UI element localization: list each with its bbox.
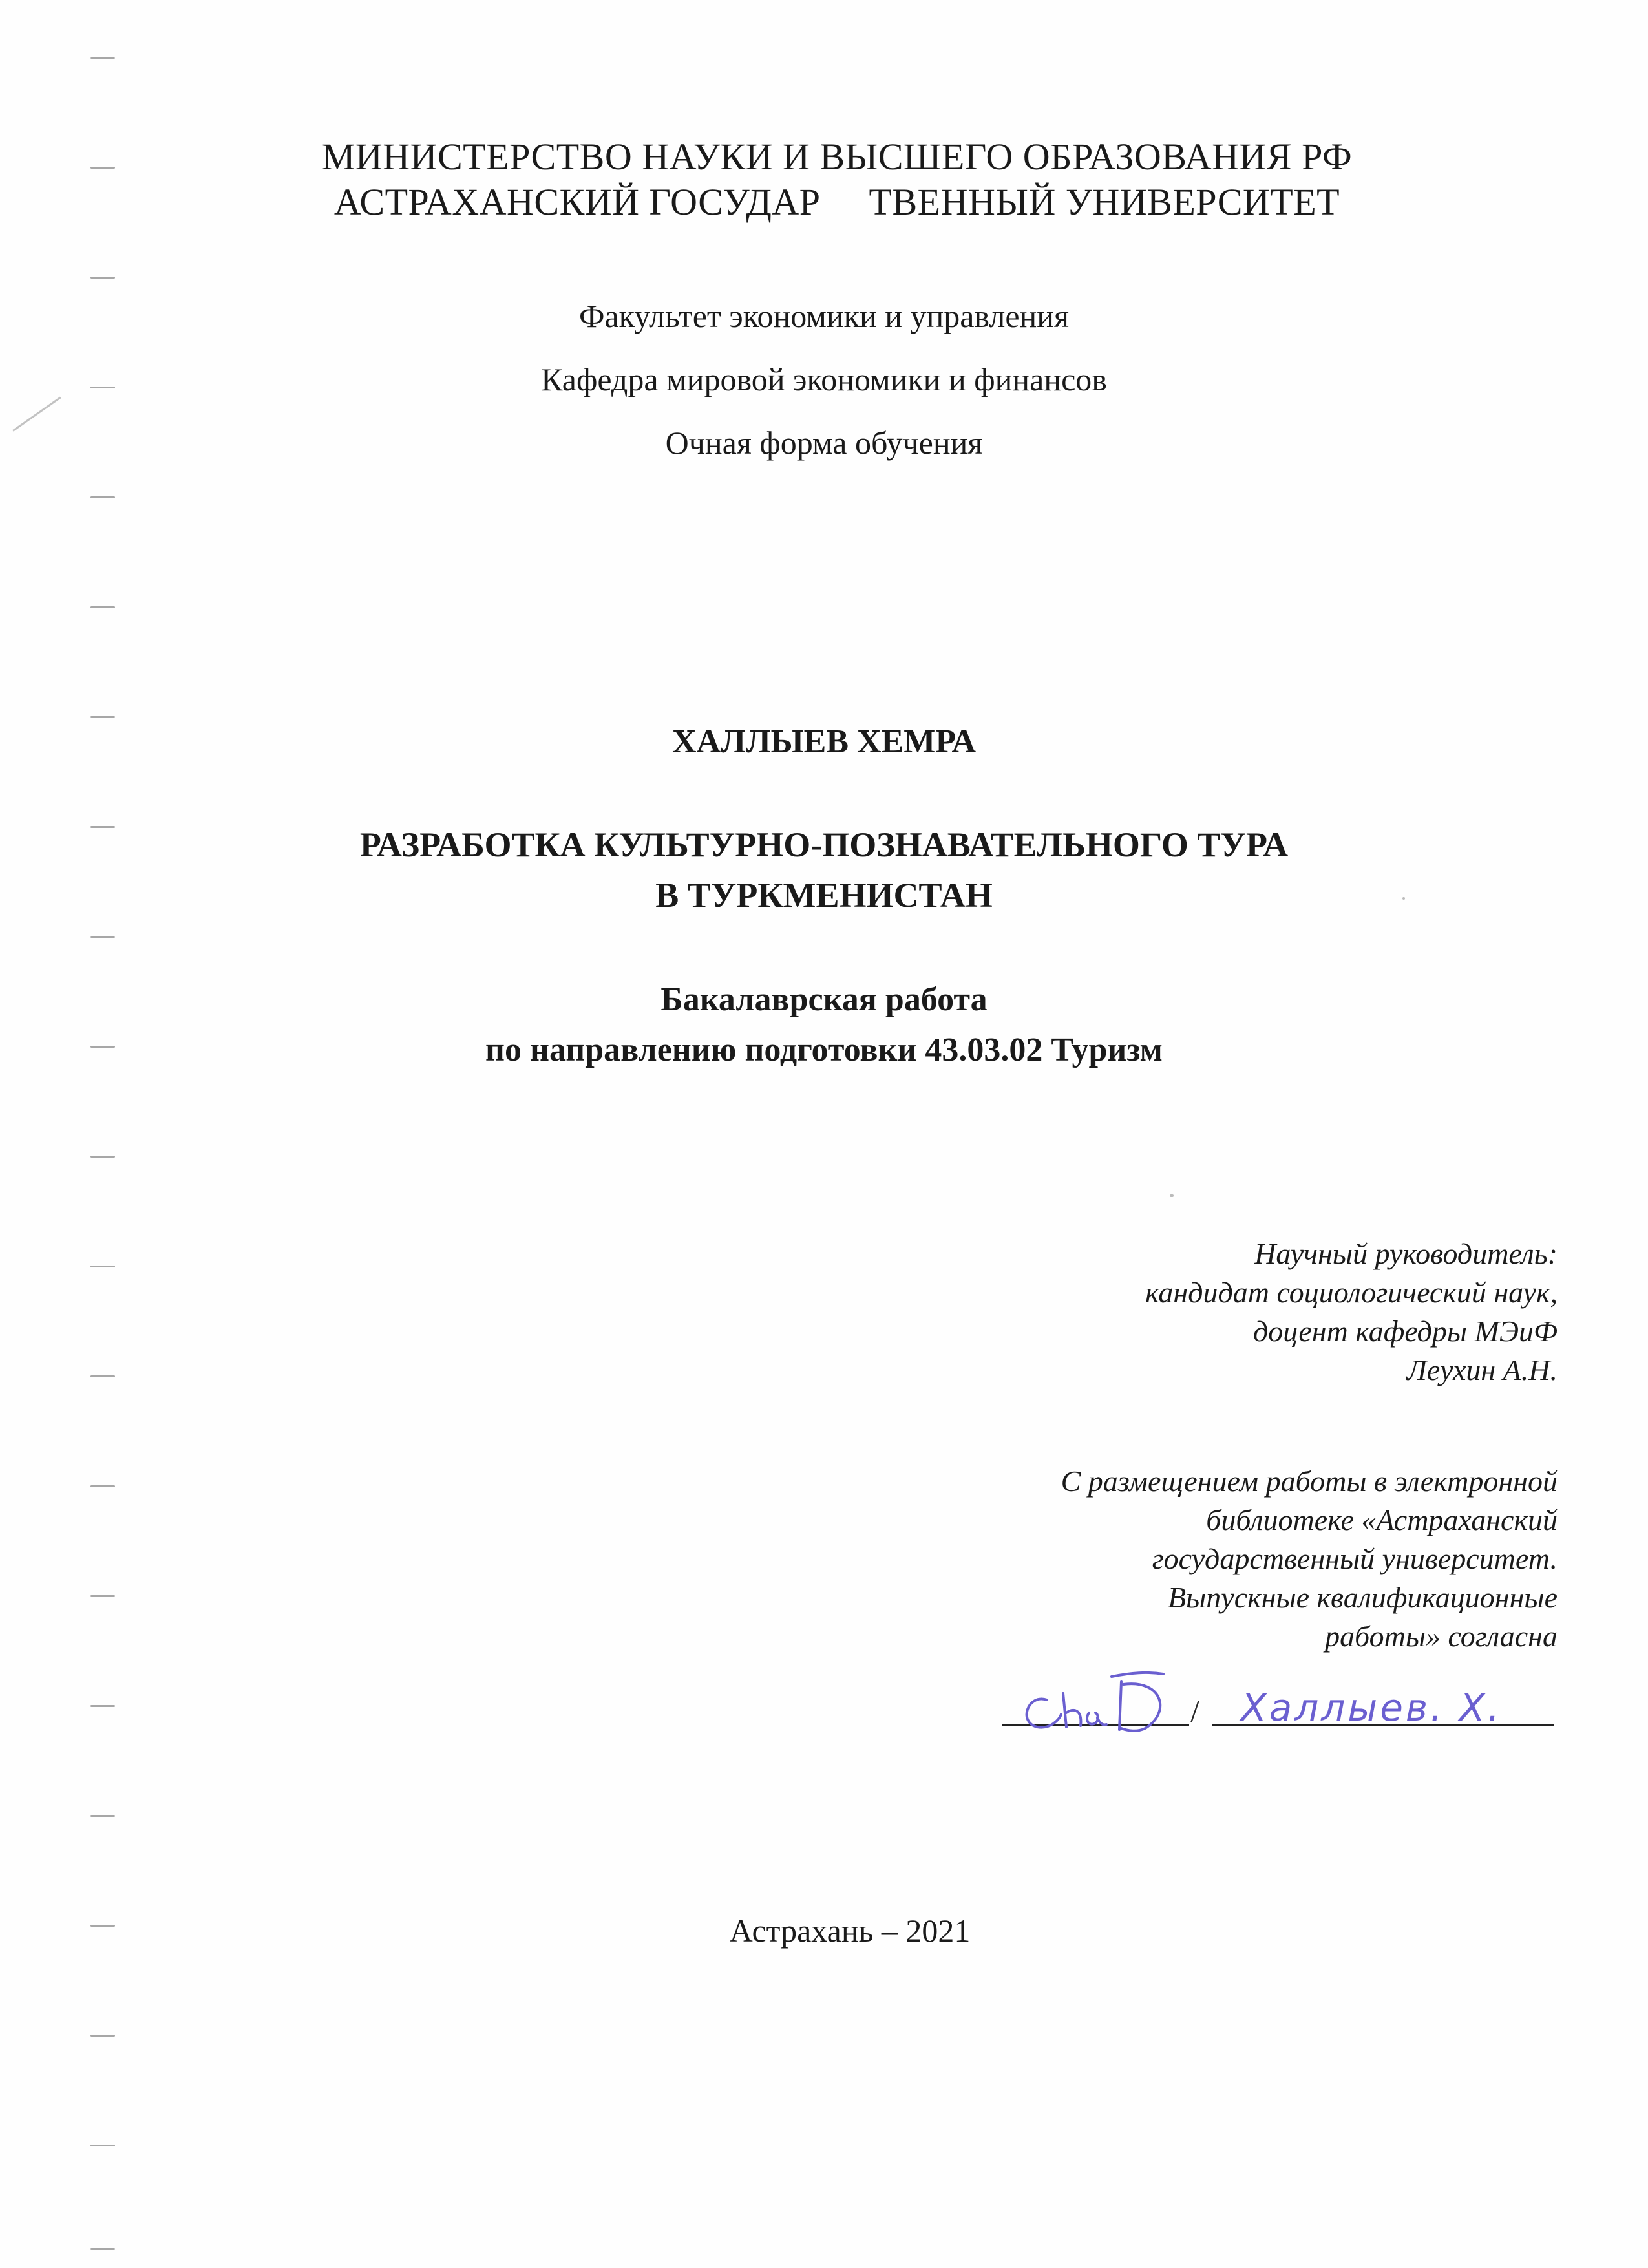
library-consent-block [847, 1462, 1558, 1656]
consent-line-5: работы» согласна [1325, 1620, 1558, 1653]
scan-speck [1402, 897, 1405, 900]
thesis-title-line-2: В ТУРКМЕНИСТАН [655, 876, 993, 915]
consent-line-3: государственный университет. [1152, 1542, 1558, 1575]
department-name: Кафедра мировой экономики и финансов [541, 361, 1107, 397]
consent-line-1: С размещением работы в электронной [1061, 1465, 1558, 1498]
faculty-name: Факультет экономики и управления [578, 298, 1070, 334]
study-form: Очная форма обучения [665, 425, 983, 461]
author-name: ХАЛЛЫЕВ ХЕМРА [671, 723, 976, 760]
city-year: Астрахань – 2021 [729, 1913, 971, 1949]
work-type: Бакалаврская работа [660, 981, 988, 1018]
thesis-title [0, 820, 1648, 920]
supervisor-position: доцент кафедры МЭиФ [1252, 1315, 1558, 1348]
study-direction: по направлению подготовки 43.03.02 Туризм [485, 1032, 1163, 1068]
work-description [0, 975, 1648, 1076]
university-name: АСТРАХАНСКИЙ ГОСУДАР ТВЕННЫЙ УНИВЕРСИТЕТ [333, 181, 1340, 223]
ministry-name: МИНИСТЕРСТВО НАУКИ И ВЫСШЕГО ОБРАЗОВАНИЯ РФ [321, 136, 1353, 178]
supervisor-degree: кандидат социологический наук, [1145, 1276, 1558, 1309]
supervisor-name: Леухин А.Н. [1406, 1353, 1558, 1386]
faculty-block [0, 284, 1648, 474]
supervisor-block [847, 1235, 1558, 1390]
consent-line-2: библиотеке «Астраханский [1206, 1503, 1558, 1536]
thesis-title-line-1: РАЗРАБОТКА КУЛЬТУРНО-ПОЗНАВАТЕЛЬНОГО ТУРА [359, 825, 1289, 864]
handwritten-name: Халлыев. Х. [1241, 1686, 1503, 1730]
handwritten-signature [1002, 1668, 1558, 1745]
signature-row [1002, 1668, 1558, 1745]
signature-separator: / [1190, 1693, 1199, 1729]
scan-speck [1170, 1194, 1174, 1197]
supervisor-label: Научный руководитель: [1254, 1237, 1558, 1270]
institution-header [0, 134, 1648, 225]
consent-line-4: Выпускные квалификационные [1168, 1581, 1558, 1614]
